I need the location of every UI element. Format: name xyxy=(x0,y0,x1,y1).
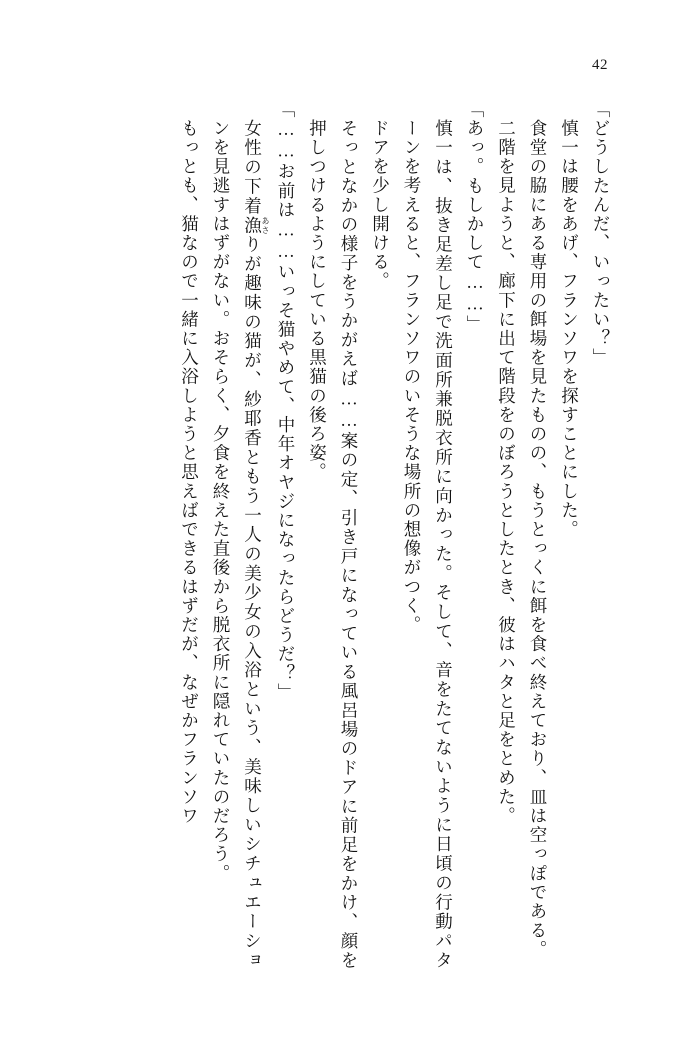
paragraph: もっとも、猫なので一緒に入浴しようと思えばできるはずだが、なぜかフランソワ xyxy=(179,119,200,826)
paragraph: ドアを少し開ける。 xyxy=(370,119,391,291)
paragraph: 食堂の脇にある専用の餌場を見たものの、もうとっくに餌を食べ終えており、皿は空っぽである。 xyxy=(528,119,548,960)
paragraph: そっとなかの様子をうかがえば……案の定、引き戸になっている風呂場のドアに前足をかけ、顔を押しつけるようにしている黒猫の後ろ姿。 xyxy=(307,119,359,970)
paragraph: 「……お前は……いっそ猫やめて、中年オヤジになったらどうだ？」 xyxy=(276,100,296,703)
paragraph: 「どうしたんだ、いったい？」 xyxy=(591,100,611,368)
page-body-text xyxy=(76,100,616,970)
paragraph: 慎一は、抜き足差し足で洗面所兼脱衣所に向かった。そして、音をたてないように日頃の行動パターンを考えると、フランソワのいそうな場所の想像がつく。 xyxy=(402,119,454,970)
paragraph: 二階を見ようと、廊下に出て階段をのぼろうとしたとき、彼はハタと足をとめた。 xyxy=(496,119,517,826)
page-number: 42 xyxy=(592,57,608,73)
paragraph-with-ruby: 女性の下着漁あさりが趣味の猫が、紗耶香ともう一人の美少女の入浴という、美味しいシチュエーションを見逃すはずがない。おそらく、夕食を終えた直後から脱衣所に隠れていたのだろう。 xyxy=(211,119,270,970)
ruby-annotation: 漁あさ xyxy=(242,215,270,236)
paragraph: 慎一は腰をあげ、フランソワを探すことにした。 xyxy=(559,119,580,540)
paragraph: 「あっ。もしかして……」 xyxy=(465,100,485,335)
